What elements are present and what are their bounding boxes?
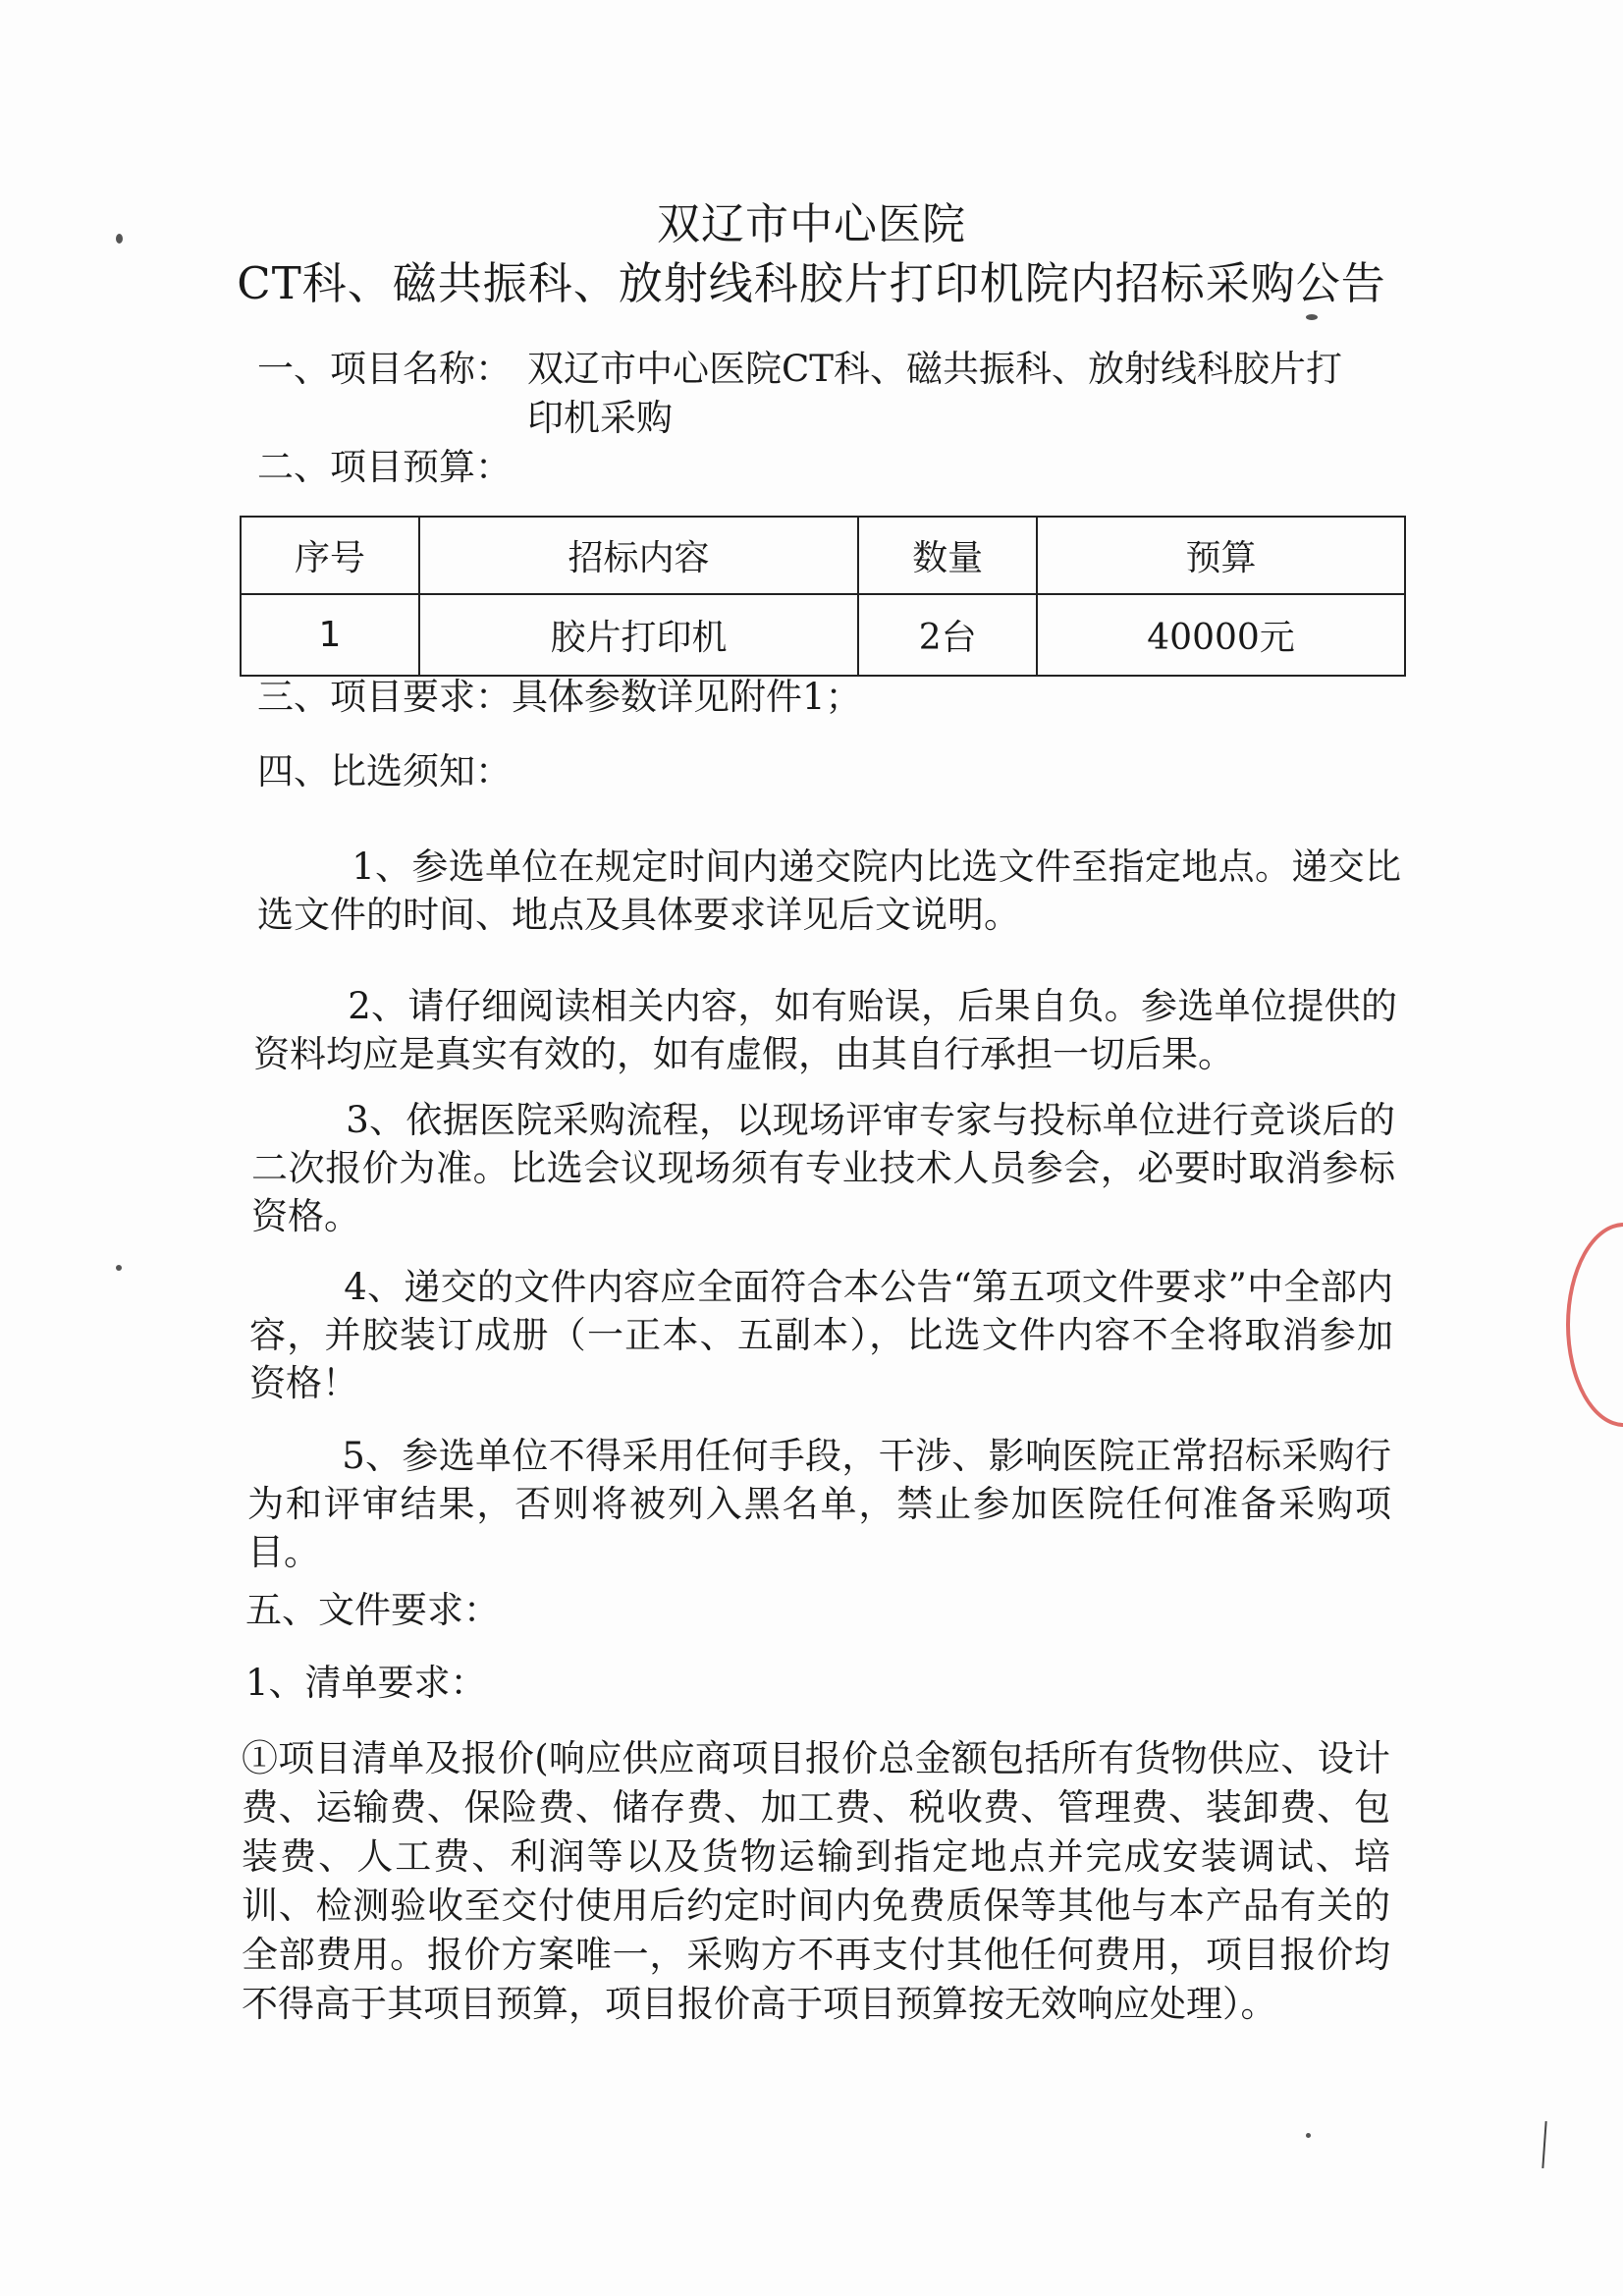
budget-table xyxy=(240,516,1406,677)
subsection1-label: 1、清单要求： xyxy=(245,1662,487,1704)
cell-budget: 40000元 xyxy=(1037,594,1405,676)
section5-label: 五、文件要求： xyxy=(245,1589,500,1631)
notice-3: 3、依据医院采购流程，以现场评审专家与投标单位进行竞谈后的二次报价为准。比选会议现场须有专业技术人员参会，必要时取消参标资格。 xyxy=(251,1099,1395,1237)
section1-text-line2: 印机采购 xyxy=(527,397,673,439)
notice-5: 5、参选单位不得采用任何手段，干涉、影响医院正常招标采购行为和评审结果，否则将被列入黑名单，禁止参加医院任何准备采购项目。 xyxy=(247,1435,1391,1573)
section1-text-line1: 双辽市中心医院CT科、磁共振科、放射线科胶片打 xyxy=(527,348,1342,390)
cell-serial: 1 xyxy=(241,594,419,676)
notice-4: 4、递交的文件内容应全面符合本公告“第五项文件要求”中全部内容，并胶装订成册（一正本、五副本），比选文件内容不全将取消参加资格！ xyxy=(249,1266,1393,1404)
cell-content: 胶片打印机 xyxy=(419,594,858,676)
item1-text: ①项目清单及报价(响应供应商项目报价总金额包括所有货物供应、设计费、运输费、保险费、储存费、加工费、税收费、管理费、装卸费、包装费、人工费、利润等以及货物运输到指定地点并完成安装调试、培训、检测验收至交付使用后约定时间内免费质保等其他与本产品有关的全部费用。报价方案唯一，采购方不再支付其他任何费用，项目报价均不得高于其项目预算，项目报价高于项目预算按无效响应处理）。 xyxy=(242,1737,1390,2025)
table-row xyxy=(241,594,1405,676)
notice-1: 1、参选单位在规定时间内递交院内比选文件至指定地点。递交比选文件的时间、地点及具体要求详见后文说明。 xyxy=(257,846,1401,936)
header-budget: 预算 xyxy=(1037,517,1405,594)
section3-text: 三、项目要求：具体参数详见附件1； xyxy=(257,676,862,718)
scan-scratch xyxy=(1542,2121,1546,2168)
budget-table-header-row xyxy=(241,517,1405,594)
header-quantity: 数量 xyxy=(858,517,1037,594)
red-stamp-fragment xyxy=(1566,1223,1623,1427)
scan-speck xyxy=(1306,2133,1311,2138)
section4-label: 四、比选须知： xyxy=(257,750,512,793)
scan-speck xyxy=(116,1265,122,1271)
notice-2: 2、请仔细阅读相关内容，如有贻误，后果自负。参选单位提供的资料均应是真实有效的，如有虚假，由其自行承担一切后果。 xyxy=(253,985,1397,1075)
scan-speck xyxy=(1306,314,1318,320)
scan-speck xyxy=(116,234,123,244)
document-title-line1: 双辽市中心医院 xyxy=(657,199,966,249)
header-content: 招标内容 xyxy=(419,517,858,594)
section2-label: 二、项目预算： xyxy=(257,446,512,488)
cell-quantity: 2台 xyxy=(858,594,1037,676)
section1-label: 一、项目名称： xyxy=(257,348,512,390)
document-title-line2: CT科、磁共振科、放射线科胶片打印机院内招标采购公告 xyxy=(237,257,1386,309)
header-serial: 序号 xyxy=(241,517,419,594)
